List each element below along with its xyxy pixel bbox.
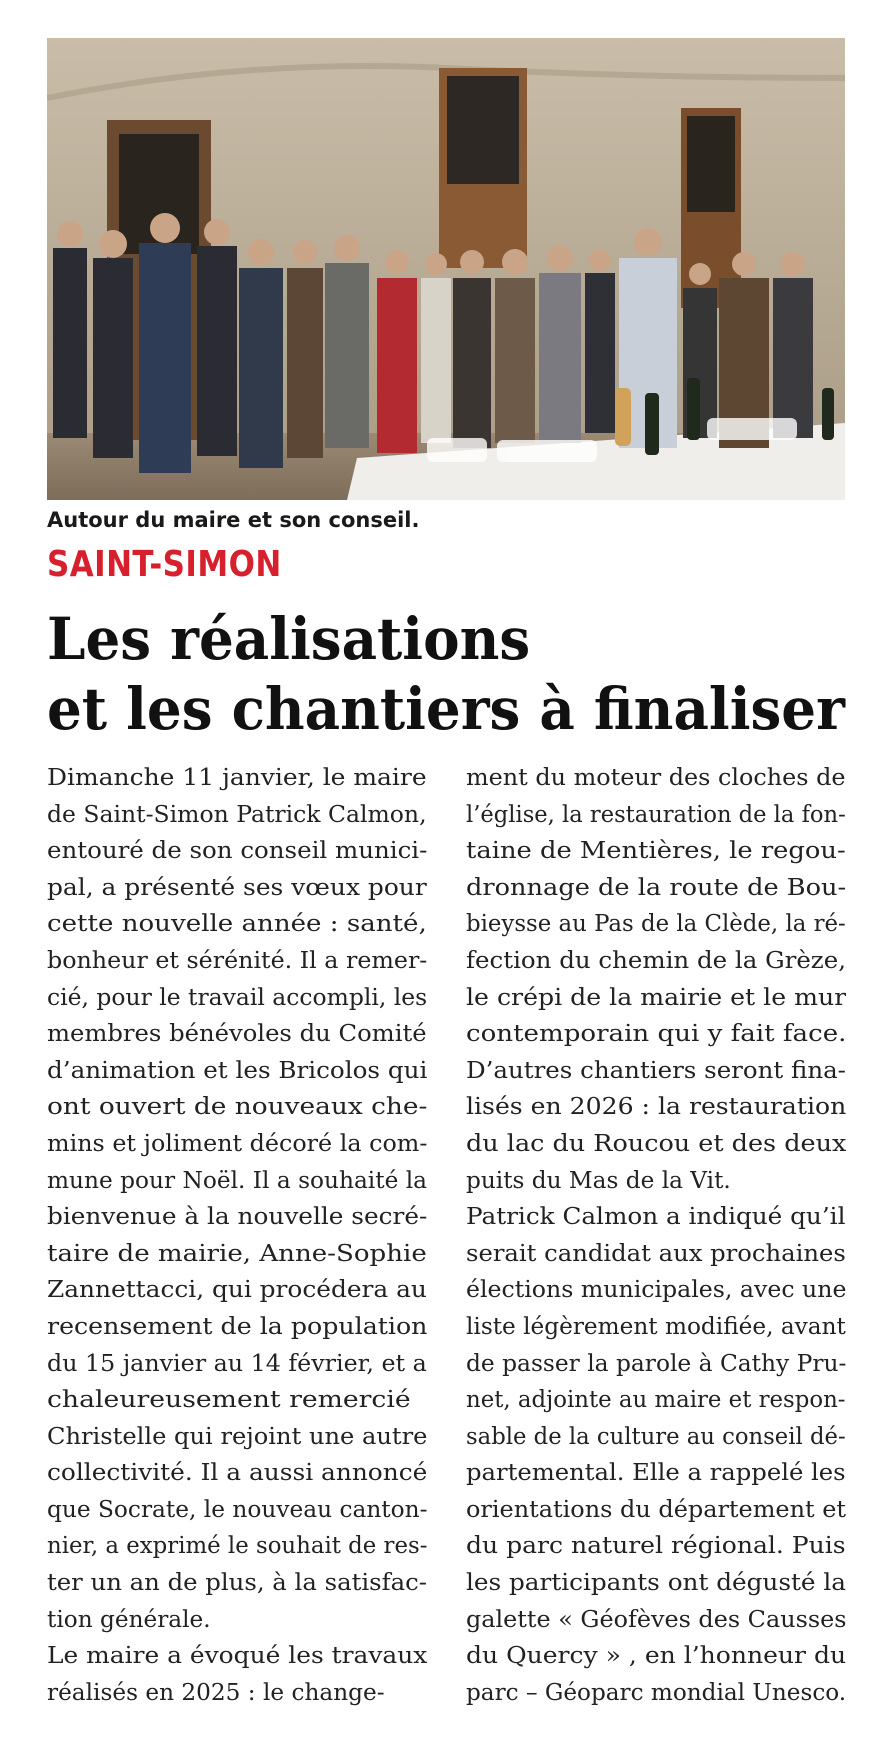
body-text-line: taire de mairie, Anne-Sophie [47, 1239, 427, 1267]
body-text-line: serait candidat aux prochaines [466, 1239, 846, 1267]
body-text-line: orientations du département et [466, 1495, 847, 1523]
body-text-line: de Saint-Simon Patrick Calmon, [47, 800, 427, 828]
body-text-line: cié, pour le travail accompli, les [47, 983, 428, 1011]
body-text-line: net, adjointe au maire et respon- [466, 1386, 846, 1414]
body-text-line: entouré de son conseil munici- [47, 837, 428, 865]
article-column-left [47, 760, 427, 1711]
body-text-line: Patrick Calmon a indiqué qu’il [466, 1203, 846, 1231]
body-text-line: le crépi de la mairie et le mur [466, 983, 847, 1011]
body-text-line: lisés en 2026 : la restauration [466, 1093, 847, 1121]
article-headline [47, 604, 845, 744]
body-text-line: galette « Géofèves des Causses [466, 1605, 847, 1633]
body-text-line: fection du chemin de la Grèze, [466, 946, 846, 974]
body-text-line: ont ouvert de nouveaux che- [47, 1093, 428, 1121]
body-text-line: les participants ont dégusté la [466, 1569, 846, 1597]
body-text-line: mune pour Noël. Il a souhaité la [47, 1166, 428, 1194]
headline-line-2: et les chantiers à finaliser [47, 675, 845, 743]
body-text-line: recensement de la population [47, 1312, 428, 1340]
body-text-line: Dimanche 11 janvier, le maire [47, 764, 427, 791]
headline-line-1: Les réalisations [47, 605, 531, 673]
body-text-line: cette nouvelle année : santé, [47, 910, 427, 938]
body-text-line: que Socrate, le nouveau canton- [47, 1495, 428, 1523]
body-text-line: Christelle qui rejoint une autre [47, 1422, 428, 1450]
body-text-line: contemporain qui y fait face. [466, 1020, 847, 1048]
section-kicker: SAINT-SIMON [47, 544, 282, 585]
body-text-line: membres bénévoles du Comité [47, 1020, 427, 1048]
body-text-line: élections municipales, avec une [466, 1276, 847, 1304]
photo-caption: Autour du maire et son conseil. [47, 508, 420, 532]
body-text-line: D’autres chantiers seront fina- [466, 1056, 846, 1084]
body-text-line: ment du moteur des cloches de [466, 764, 846, 791]
body-text-line: partemental. Elle a rappelé les [466, 1459, 846, 1487]
body-text-line: puits du Mas de la Vit. [466, 1166, 731, 1194]
body-text-line: du Quercy » , en l’honneur du [466, 1642, 847, 1670]
body-text-line: du parc naturel régional. Puis [466, 1532, 846, 1560]
body-text-line: dronnage de la route de Bou- [466, 873, 847, 901]
body-text-line: d’animation et les Bricolos qui [47, 1056, 428, 1084]
body-text-line: collectivité. Il a aussi annoncé [47, 1459, 428, 1487]
group-photo [47, 38, 845, 500]
body-text-line: bonheur et sérénité. Il a remer- [47, 946, 428, 974]
body-text-line: nier, a exprimé le souhait de res- [47, 1532, 428, 1560]
body-text-line: pal, a présenté ses vœux pour [47, 873, 427, 901]
body-text-line: mins et joliment décoré la com- [47, 1129, 428, 1157]
body-text-line: tion générale. [47, 1605, 211, 1633]
body-text-line: bienvenue à la nouvelle secré- [47, 1203, 428, 1231]
body-text-line: Le maire a évoqué les travaux [47, 1642, 428, 1670]
body-text-line: réalisés en 2025 : le change- [47, 1678, 385, 1706]
body-text-line: bieysse au Pas de la Clède, la ré- [466, 910, 846, 938]
article-column-right [466, 760, 846, 1711]
body-text-line: du lac du Roucou et des deux [466, 1129, 847, 1157]
body-text-line: Zannettacci, qui procédera au [47, 1276, 427, 1304]
body-text-line: l’église, la restauration de la fon- [466, 800, 846, 828]
body-text-line: taine de Mentières, le regou- [466, 837, 846, 865]
body-text-line: liste légèrement modifiée, avant [466, 1312, 846, 1340]
body-text-line: du 15 janvier au 14 février, et a [47, 1349, 427, 1377]
body-text-line: sable de la culture au conseil dé- [466, 1422, 846, 1450]
body-text-line: de passer la parole à Cathy Pru- [466, 1349, 847, 1377]
body-text-line: chaleureusement remercié [47, 1386, 411, 1414]
body-text-line: parc – Géoparc mondial Unesco. [466, 1678, 847, 1706]
body-text-line: ter un an de plus, à la satisfac- [47, 1569, 428, 1597]
